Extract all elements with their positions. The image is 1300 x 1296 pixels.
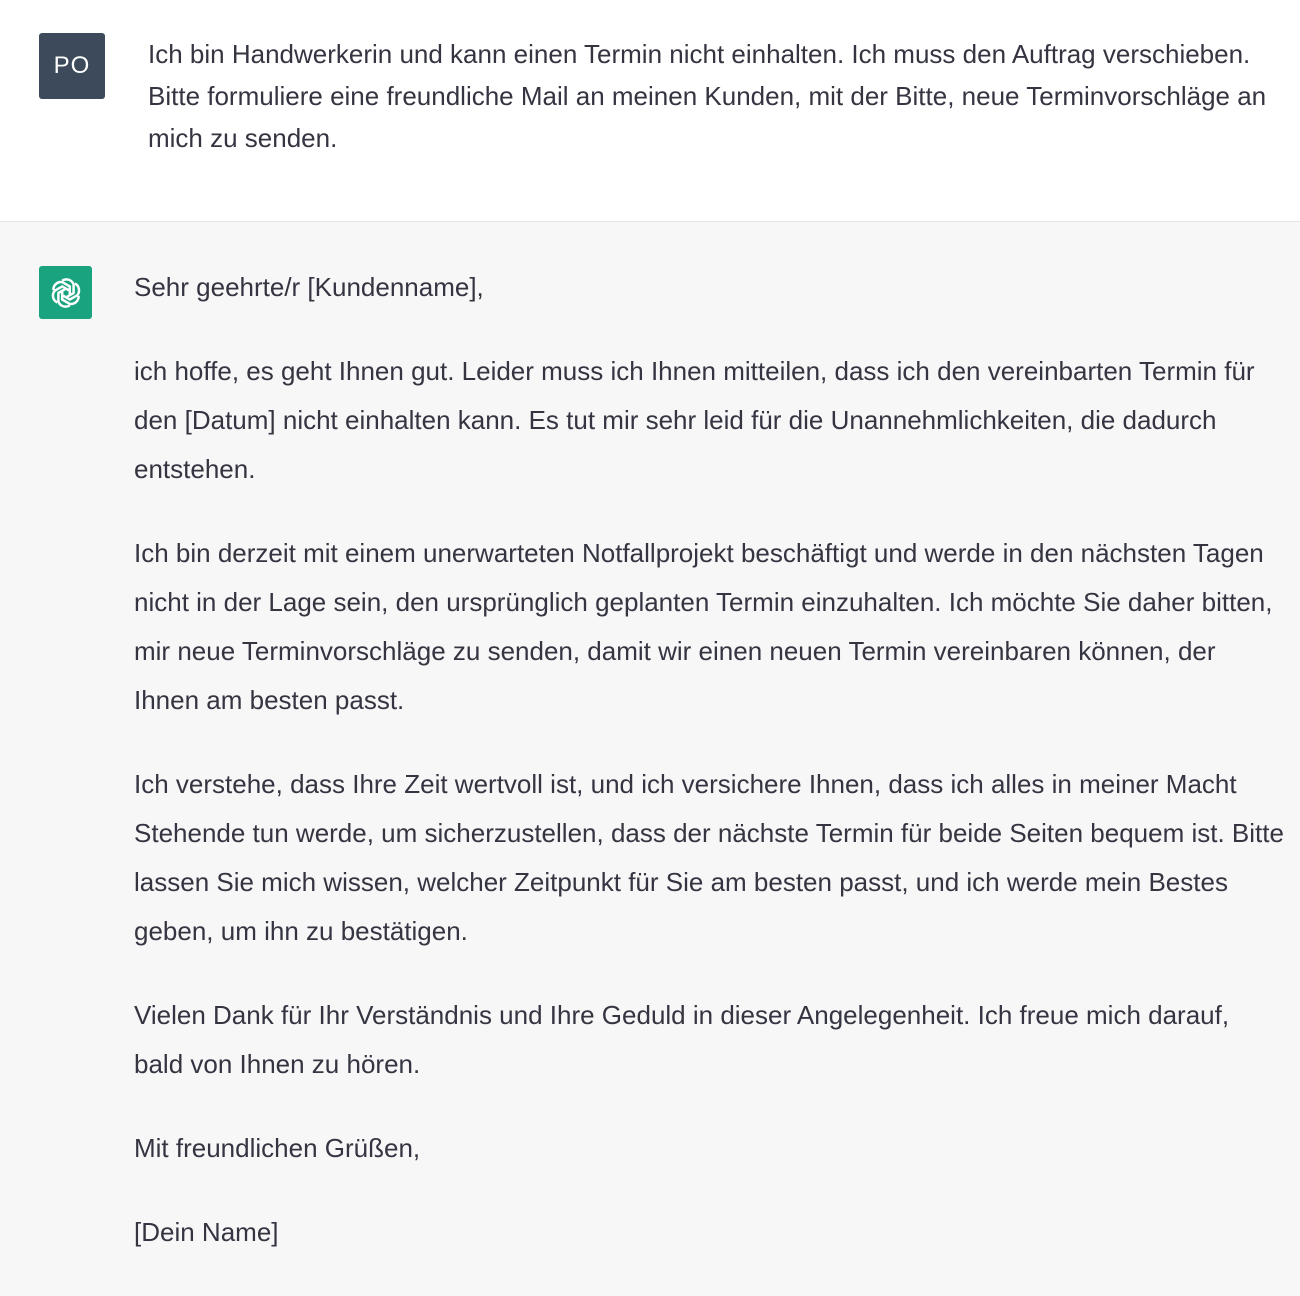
user-message bbox=[0, 0, 1300, 222]
assistant-message-content bbox=[134, 266, 1284, 1292]
user-message-text: Ich bin Handwerkerin und kann einen Termin nicht einhalten. Ich muss den Auftrag verschieben. Bitte formuliere eine freundliche Mail an meinen Kunden, mit der Bitte, neue Terminvorschläge an mich zu senden. bbox=[148, 39, 1267, 153]
email-paragraph-reason: Ich bin derzeit mit einem unerwarteten Notfallprojekt beschäftigt und werde in den nächsten Tagen nicht in der Lage sein, den ursprünglich geplanten Termin einzuhalten. Ich möchte Sie daher bitten, mir neue Terminvorschläge zu senden, damit wir einen neuen Termin vereinbaren können, der Ihnen am besten passt. bbox=[134, 538, 1273, 715]
email-salutation: Sehr geehrte/r [Kundenname], bbox=[134, 272, 484, 302]
email-paragraph-assurance: Ich verstehe, dass Ihre Zeit wertvoll ist, und ich versichere Ihnen, dass ich alles in meiner Macht Stehende tun werde, um sicherzustellen, dass der nächste Termin für beide Seiten bequem ist. Bitte lassen Sie mich wissen, welcher Zeitpunkt für Sie am besten passt, und ich werde mein Bestes geben, um ihn zu bestätigen. bbox=[134, 769, 1284, 946]
email-signature: [Dein Name] bbox=[134, 1217, 279, 1247]
user-avatar-initials: PO bbox=[53, 52, 91, 79]
openai-logo-icon bbox=[47, 274, 85, 312]
assistant-avatar bbox=[39, 266, 92, 319]
email-closing: Mit freundlichen Grüßen, bbox=[134, 1133, 421, 1163]
email-paragraph-intro: ich hoffe, es geht Ihnen gut. Leider muss ich Ihnen mitteilen, dass ich den vereinbarten Termin für den [Datum] nicht einhalten kann. Es tut mir sehr leid für die Unannehmlichkeiten, die dadurch entstehen. bbox=[134, 356, 1255, 484]
user-avatar bbox=[39, 33, 105, 99]
assistant-message bbox=[0, 222, 1300, 1296]
email-paragraph-thanks: Vielen Dank für Ihr Verständnis und Ihre Geduld in dieser Angelegenheit. Ich freue mich darauf, bald von Ihnen zu hören. bbox=[134, 1000, 1230, 1079]
